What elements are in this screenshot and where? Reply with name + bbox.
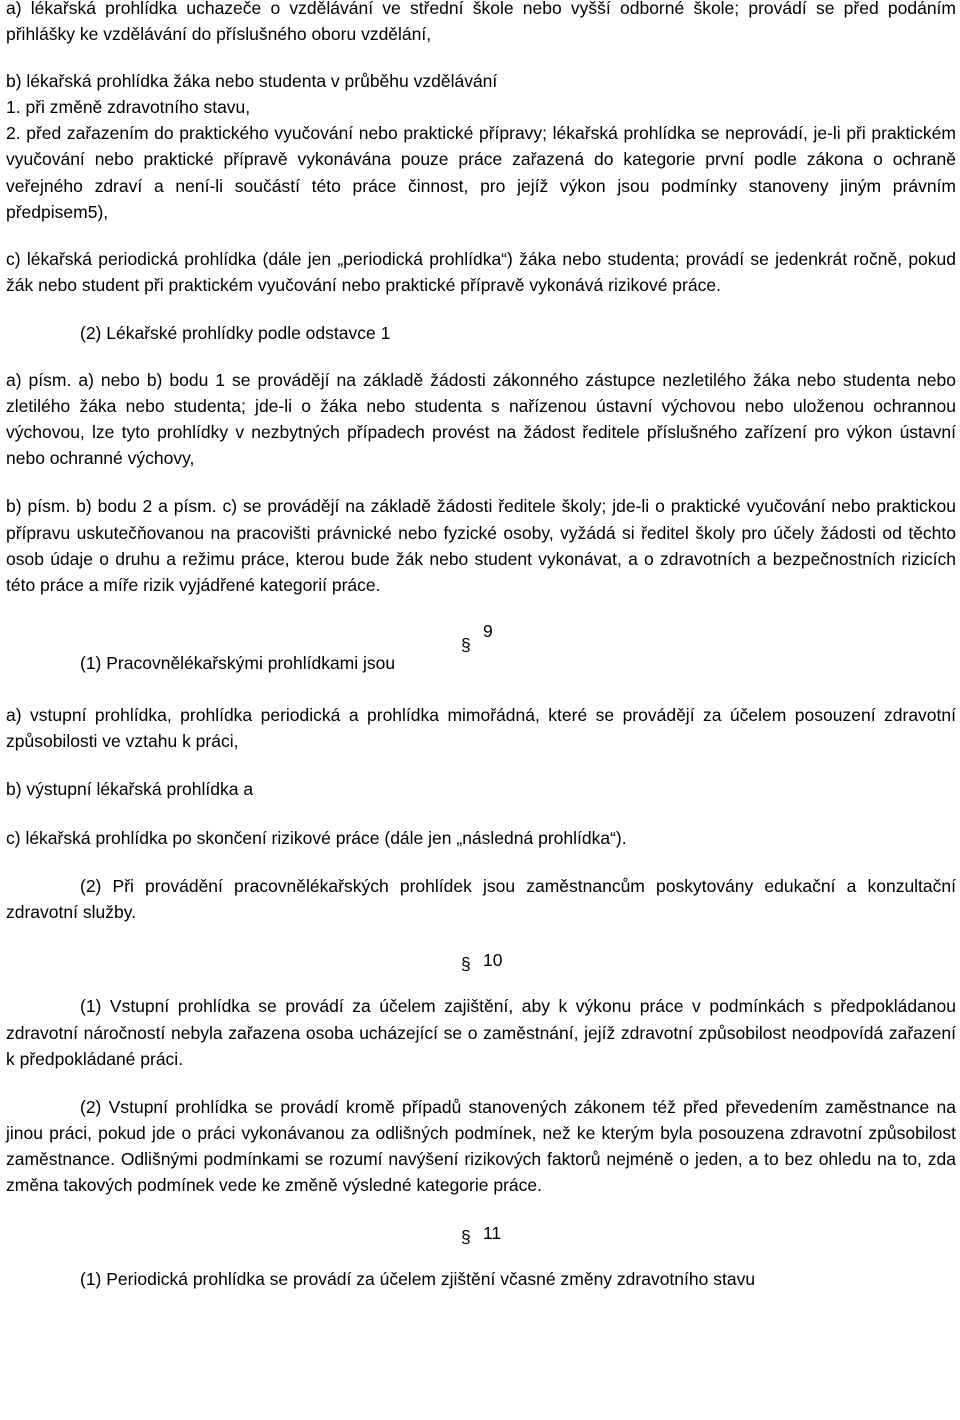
- section-number: 10: [483, 950, 503, 971]
- paragraph-b: b) lékařská prohlídka žáka nebo studenta v průběhu vzdělávání: [6, 71, 498, 92]
- section-9-item-a: a) vstupní prohlídka, prohlídka periodická a prohlídka mimořádná, které se provádějí za účelem posouzení zdravotní způsobilosti ve vztahu k práci,: [6, 704, 956, 751]
- section-9-subsection-2: (2) Při provádění pracovnělékařských prohlídek jsou zaměstnancům poskytovány edukační a konzultační zdravotní služby.: [6, 876, 956, 923]
- subsection-2-heading: (2) Lékařské prohlídky podle odstavce 1: [80, 322, 391, 343]
- subsection-2-b: b) písm. b) bodu 2 a písm. c) se provádějí na základě žádosti ředitele školy; jde-li o praktické vyučování nebo praktickou přípravu uskutečňovanou na pracovišti právnické nebo fyzické osoby, vyžádá si ředitel školy pro účely žádosti od těchto osob údaje o druhu a režimu práce, kterou bude žák nebo student vykonávat, a o zdravotních a bezpečnostních rizicích této práce a míře rizik vyjádřené kategorií práce.: [6, 496, 956, 595]
- section-9-item-c: c) lékařská prohlídka po skončení rizikové práce (dále jen „následná prohlídka“).: [6, 828, 627, 849]
- subsection-2-a: a) písm. a) nebo b) bodu 1 se provádějí na základě žádosti zákonného zástupce nezletilého žáka nebo studenta nebo zletilého žáka nebo studenta; jde-li o žáka nebo studenta s nařízenou ústavní výchovou nebo uloženou ochrannou výchovou, lze tyto prohlídky v nezbytných případech provést na žádost ředitele příslušného zařízení pro výkon ústavní nebo ochranné výchovy,: [6, 370, 956, 469]
- section-mark: §: [461, 954, 471, 975]
- paragraph-c: c) lékařská periodická prohlídka (dále jen „periodická prohlídka“) žáka nebo studenta; provádí se jedenkrát ročně, pokud žák nebo student při praktickém vyučování nebo praktické přípravě vykonává rizikové práce.: [6, 248, 956, 295]
- section-10-subsection-2: (2) Vstupní prohlídka se provádí kromě případů stanovených zákonem též před převedením zaměstnance na jinou práci, pokud jde o práci vykonávanou za odlišných podmínek, než ke kterým byla posouzena zdravotní způsobilost zaměstnance. Odlišnými podmínkami se rozumí navýšení rizikových faktorů nejméně o jeden, a to bez ohledu na to, zda změna takových podmínek vede ke změně výsledné kategorie práce.: [6, 1096, 956, 1195]
- section-mark: §: [461, 634, 471, 655]
- paragraph-a: a) lékařská prohlídka uchazeče o vzdělávání ve střední škole nebo vyšší odborné škole; provádí se před podáním přihlášky ke vzdělávání do příslušného oboru vzdělání,: [6, 0, 956, 45]
- section-11-heading: [6, 1220, 956, 1260]
- section-9-heading: [6, 618, 956, 666]
- section-9-subsection-1: (1) Pracovnělékařskými prohlídkami jsou: [80, 652, 396, 673]
- paragraph-b-point-1: 1. při změně zdravotního stavu,: [6, 97, 251, 118]
- section-number: 9: [483, 620, 493, 641]
- section-mark: §: [461, 1227, 471, 1248]
- section-11-subsection-1: (1) Periodická prohlídka se provádí za účelem zjištění včasné změny zdravotního stavu: [80, 1269, 756, 1290]
- document-page: [6, 0, 956, 1292]
- paragraph-b-point-2: 2. před zařazením do praktického vyučování nebo praktické přípravy; lékařská prohlídka se neprovádí, je-li při praktickém vyučování nebo praktické přípravě vykonávána pouze práce zařazená do kategorie první podle zákona o ochraně veřejného zdraví a není-li součástí této práce činnost, pro jejíž výkon jsou podmínky stanoveny jiným právním předpisem5),: [6, 123, 956, 222]
- section-9-item-b: b) výstupní lékařská prohlídka a: [6, 779, 254, 800]
- section-10-subsection-1: (1) Vstupní prohlídka se provádí za účelem zajištění, aby k výkonu práce v podmínkách s předpokládanou zdravotní náročností nebyla zařazena osoba ucházející se o zaměstnání, jejíž zdravotní způsobilost neodpovídá zařazení k předpokládané práci.: [6, 996, 956, 1069]
- section-number: 11: [483, 1223, 502, 1244]
- section-10-heading: [6, 947, 956, 987]
